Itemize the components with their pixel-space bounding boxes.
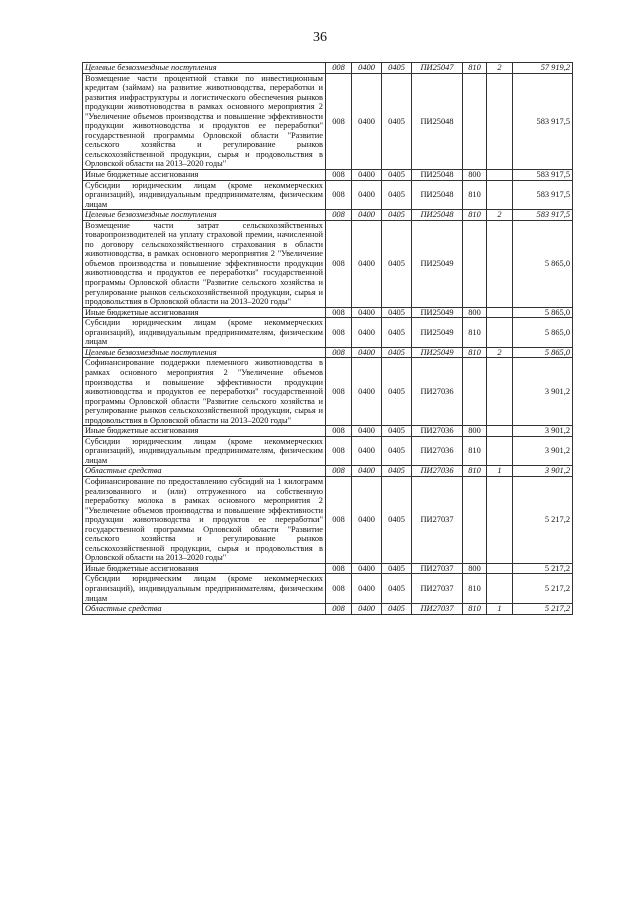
row-description: Иные бюджетные ассигнования	[83, 426, 326, 437]
table-row	[83, 210, 573, 221]
amount-value: 5 865,0	[513, 318, 573, 348]
expense-type-code: 800	[463, 307, 487, 318]
subsection-code: 0405	[382, 476, 412, 563]
target-article-code: ПИ27037	[412, 476, 463, 563]
table-row	[83, 73, 573, 169]
ministry-code: 008	[326, 307, 352, 318]
funding-source-code: 2	[487, 210, 513, 221]
target-article-code: ПИ25049	[412, 347, 463, 358]
target-article-code: ПИ27037	[412, 574, 463, 604]
section-code: 0400	[352, 466, 382, 477]
expense-type-code: 810	[463, 63, 487, 74]
subsection-code: 0405	[382, 180, 412, 210]
budget-table	[82, 62, 573, 615]
amount-value: 5 217,2	[513, 476, 573, 563]
target-article-code: ПИ27036	[412, 358, 463, 426]
row-description: Софинансирование по предоставлению субсидий на 1 килограмм реализованного и (или) отгруженного на собственную переработку молока в рамках основного мероприятия 2 "Увеличение объемов производства и повышение эффективности продукции животноводства и продуктов ее переработки" государственной программы Орловской области "Развитие сельского хозяйства и регулирование рынков сельскохозяйственной продукции, сырья и продовольствия в Орловской области на 2013–2020 годы"	[83, 476, 326, 563]
funding-source-code: 2	[487, 63, 513, 74]
funding-source-code: 2	[487, 347, 513, 358]
subsection-code: 0405	[382, 563, 412, 574]
section-code: 0400	[352, 476, 382, 563]
row-description: Возмещение части процентной ставки по инвестиционным кредитам (займам) на развитие животноводства, переработки и развития инфраструктуры и логистического обеспечения рынков продукции животноводства в рамках основного мероприятия 2 "Увеличение объемов производства и повышение эффективности продукции животноводства и продуктов ее переработки" государственной программы Орловской области "Развитие сельского хозяйства и регулирование рынков сельскохозяйственной продукции, сырья и продовольствия в Орловской области на 2013–2020 годы"	[83, 73, 326, 169]
target-article-code: ПИ25049	[412, 307, 463, 318]
amount-value: 3 901,2	[513, 466, 573, 477]
target-article-code: ПИ25048	[412, 73, 463, 169]
ministry-code: 008	[326, 358, 352, 426]
funding-source-code	[487, 476, 513, 563]
funding-source-code	[487, 574, 513, 604]
amount-value: 5 217,2	[513, 574, 573, 604]
expense-type-code: 810	[463, 180, 487, 210]
table-row	[83, 318, 573, 348]
row-description: Целевые безвозмездные поступления	[83, 63, 326, 74]
ministry-code: 008	[326, 73, 352, 169]
funding-source-code	[487, 220, 513, 307]
row-description: Субсидии юридическим лицам (кроме некоммерческих организаций), индивидуальным предпринимателям, физическим лицам	[83, 180, 326, 210]
ministry-code: 008	[326, 563, 352, 574]
ministry-code: 008	[326, 347, 352, 358]
subsection-code: 0405	[382, 318, 412, 348]
expense-type-code: 800	[463, 563, 487, 574]
page-number: 36	[313, 30, 327, 45]
target-article-code: ПИ27036	[412, 436, 463, 466]
funding-source-code	[487, 563, 513, 574]
section-code: 0400	[352, 220, 382, 307]
table-row	[83, 604, 573, 615]
ministry-code: 008	[326, 63, 352, 74]
section-code: 0400	[352, 563, 382, 574]
subsection-code: 0405	[382, 170, 412, 181]
ministry-code: 008	[326, 426, 352, 437]
amount-value: 5 217,2	[513, 563, 573, 574]
subsection-code: 0405	[382, 347, 412, 358]
target-article-code: ПИ25049	[412, 318, 463, 348]
subsection-code: 0405	[382, 574, 412, 604]
ministry-code: 008	[326, 180, 352, 210]
table-row	[83, 347, 573, 358]
ministry-code: 008	[326, 476, 352, 563]
subsection-code: 0405	[382, 604, 412, 615]
amount-value: 5 865,0	[513, 307, 573, 318]
row-description: Целевые безвозмездные поступления	[83, 347, 326, 358]
expense-type-code	[463, 476, 487, 563]
section-code: 0400	[352, 73, 382, 169]
section-code: 0400	[352, 318, 382, 348]
table-row	[83, 220, 573, 307]
funding-source-code	[487, 73, 513, 169]
amount-value: 5 217,2	[513, 604, 573, 615]
table-row	[83, 180, 573, 210]
table-row	[83, 476, 573, 563]
row-description: Субсидии юридическим лицам (кроме некоммерческих организаций), индивидуальным предпринимателям, физическим лицам	[83, 436, 326, 466]
funding-source-code	[487, 180, 513, 210]
expense-type-code: 810	[463, 574, 487, 604]
target-article-code: ПИ25048	[412, 170, 463, 181]
table-row	[83, 436, 573, 466]
funding-source-code: 1	[487, 466, 513, 477]
expense-type-code: 800	[463, 426, 487, 437]
subsection-code: 0405	[382, 73, 412, 169]
row-description: Субсидии юридическим лицам (кроме некоммерческих организаций), индивидуальным предпринимателям, физическим лицам	[83, 318, 326, 348]
amount-value: 57 919,2	[513, 63, 573, 74]
row-description: Иные бюджетные ассигнования	[83, 563, 326, 574]
funding-source-code: 1	[487, 604, 513, 615]
table-row	[83, 358, 573, 426]
amount-value: 5 865,0	[513, 220, 573, 307]
expense-type-code: 800	[463, 170, 487, 181]
amount-value: 3 901,2	[513, 358, 573, 426]
expense-type-code: 810	[463, 466, 487, 477]
target-article-code: ПИ27037	[412, 563, 463, 574]
expense-type-code: 810	[463, 210, 487, 221]
amount-value: 583 917,5	[513, 73, 573, 169]
ministry-code: 008	[326, 318, 352, 348]
target-article-code: ПИ27036	[412, 466, 463, 477]
table-row	[83, 466, 573, 477]
subsection-code: 0405	[382, 63, 412, 74]
section-code: 0400	[352, 436, 382, 466]
subsection-code: 0405	[382, 307, 412, 318]
row-description: Субсидии юридическим лицам (кроме некоммерческих организаций), индивидуальным предпринимателям, физическим лицам	[83, 574, 326, 604]
section-code: 0400	[352, 180, 382, 210]
row-description: Областные средства	[83, 604, 326, 615]
section-code: 0400	[352, 358, 382, 426]
section-code: 0400	[352, 63, 382, 74]
section-code: 0400	[352, 307, 382, 318]
row-description: Иные бюджетные ассигнования	[83, 307, 326, 318]
table-row	[83, 574, 573, 604]
section-code: 0400	[352, 210, 382, 221]
ministry-code: 008	[326, 466, 352, 477]
ministry-code: 008	[326, 604, 352, 615]
row-description: Софинансирование поддержки племенного животноводства в рамках основного мероприятия 2 "Увеличение объемов производства и повышение эффективности продукции животноводства и продуктов ее переработки" государственной программы Орловской области "Развитие сельского хозяйства и регулирование рынков сельскохозяйственной продукции, сырья и продовольствия в Орловской области на 2013–2020 годы"	[83, 358, 326, 426]
table-row	[83, 307, 573, 318]
subsection-code: 0405	[382, 426, 412, 437]
amount-value: 3 901,2	[513, 436, 573, 466]
section-code: 0400	[352, 574, 382, 604]
ministry-code: 008	[326, 210, 352, 221]
funding-source-code	[487, 318, 513, 348]
ministry-code: 008	[326, 220, 352, 307]
table-row	[83, 170, 573, 181]
expense-type-code: 810	[463, 347, 487, 358]
row-description: Областные средства	[83, 466, 326, 477]
funding-source-code	[487, 436, 513, 466]
ministry-code: 008	[326, 436, 352, 466]
row-description: Целевые безвозмездные поступления	[83, 210, 326, 221]
target-article-code: ПИ25047	[412, 63, 463, 74]
target-article-code: ПИ27037	[412, 604, 463, 615]
expense-type-code: 810	[463, 436, 487, 466]
subsection-code: 0405	[382, 210, 412, 221]
subsection-code: 0405	[382, 466, 412, 477]
subsection-code: 0405	[382, 220, 412, 307]
expense-type-code: 810	[463, 604, 487, 615]
table-row	[83, 63, 573, 74]
funding-source-code	[487, 307, 513, 318]
section-code: 0400	[352, 347, 382, 358]
ministry-code: 008	[326, 574, 352, 604]
table-row	[83, 426, 573, 437]
subsection-code: 0405	[382, 358, 412, 426]
amount-value: 3 901,2	[513, 426, 573, 437]
expense-type-code: 810	[463, 318, 487, 348]
expense-type-code	[463, 73, 487, 169]
target-article-code: ПИ25048	[412, 180, 463, 210]
ministry-code: 008	[326, 170, 352, 181]
amount-value: 583 917,5	[513, 210, 573, 221]
budget-table-body	[83, 63, 573, 615]
target-article-code: ПИ25049	[412, 220, 463, 307]
target-article-code: ПИ27036	[412, 426, 463, 437]
funding-source-code	[487, 170, 513, 181]
section-code: 0400	[352, 170, 382, 181]
amount-value: 583 917,5	[513, 170, 573, 181]
target-article-code: ПИ25048	[412, 210, 463, 221]
amount-value: 583 917,5	[513, 180, 573, 210]
section-code: 0400	[352, 604, 382, 615]
expense-type-code	[463, 358, 487, 426]
expense-type-code	[463, 220, 487, 307]
row-description: Возмещение части затрат сельскохозяйственных товаропроизводителей на уплату страховой премии, начисленной по договору сельскохозяйственного страхования в области животноводства, в рамках основного мероприятия 2 "Увеличение объемов производства и повышение эффективности продукции животноводства и продуктов ее переработки" государственной программы Орловской области "Развитие сельского хозяйства и регулирование рынков сельскохозяйственной продукции, сырья и продовольствия в Орловской области на 2013–2020 годы"	[83, 220, 326, 307]
subsection-code: 0405	[382, 436, 412, 466]
table-row	[83, 563, 573, 574]
section-code: 0400	[352, 426, 382, 437]
amount-value: 5 865,0	[513, 347, 573, 358]
funding-source-code	[487, 426, 513, 437]
funding-source-code	[487, 358, 513, 426]
row-description: Иные бюджетные ассигнования	[83, 170, 326, 181]
